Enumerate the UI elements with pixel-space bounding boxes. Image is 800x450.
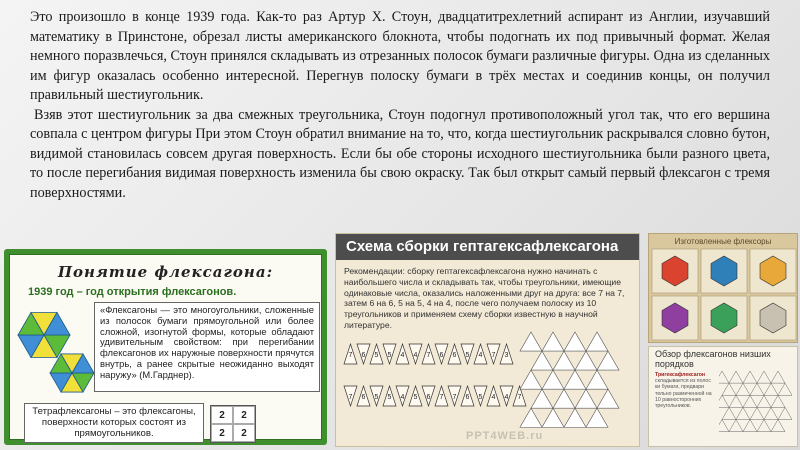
net-triangle: [771, 395, 785, 407]
concept-title: Понятие флексагона:: [57, 263, 274, 281]
strip-label: 3: [504, 352, 509, 359]
tetraflexagon-grid: [210, 405, 256, 443]
net-triangle: [771, 419, 785, 431]
slide-body-text: [30, 8, 770, 203]
net-triangle: [736, 407, 750, 419]
strip-label: 4: [400, 352, 405, 359]
strip-label: 5: [387, 394, 392, 401]
gardner-quote: «Флексагоны — это многоугольники, сложенные из полосок бумаги прямоугольной или более сложной, изогнутой формы, которые обладают удивительным свойством: при перегибании флексагонов их наружные поверхности прячутся внутрь, а ранее скрытые неожиданно выходят наружу» (М.Гарднер).: [94, 302, 320, 392]
strip-label: 4: [478, 352, 483, 359]
strip-label: 7: [452, 394, 457, 401]
strip-label: 5: [374, 352, 379, 359]
review-note: [655, 372, 717, 409]
strip-label: 4: [491, 394, 496, 401]
net-triangle: [586, 408, 608, 427]
strip-label: 7: [491, 352, 496, 359]
strip-label: 6: [452, 352, 457, 359]
net-triangle: [542, 370, 564, 389]
net-triangle: [757, 395, 771, 407]
net-triangle: [531, 351, 553, 370]
net-triangle: [729, 395, 743, 407]
paragraph-discovery: Взяв этот шестиугольник за два смежных треугольника, Стоун подогнул противоположный угол так, что его вершина совпала с центром фигуры При этом Стоун обратил внимание на то, что, когда шестиугольник раскрывался словно бутон, видимой становилась совсем другая поверхность. Если бы обе стороны исходного шестиугольника были разного цвета, то после перегибания видимая поверхность изменила бы свою окраску. Так был открыт самый первый флексагон с тремя поверхностями.: [30, 106, 770, 201]
review-title: Обзор флексагонов низших порядков: [655, 349, 771, 369]
net-triangle: [736, 383, 750, 395]
net-triangle: [764, 383, 778, 395]
net-triangle: [778, 383, 792, 395]
concept-panel: [4, 249, 327, 445]
grid-cell: 2: [212, 425, 232, 441]
strip-label: 7: [517, 394, 522, 401]
scheme-recommendation: Рекомендации: сборку гептагексафлексагона нужно начинать с наибольшего числа и складывать так, чтобы треугольники, имеющие одинаковые числа, оказались наложенными друг на друга: все 7 на 7, затем 6 на 6, 5 на 5, 4 на 4, после чего получаем полоску из 10 треугольников и применяем схему сборки известную в научной литературе.: [344, 266, 625, 330]
strip-label: 7: [426, 352, 431, 359]
strip-label: 5: [478, 394, 483, 401]
grid-cell: 2: [234, 425, 254, 441]
net-triangle: [764, 407, 778, 419]
net-triangle: [719, 419, 729, 431]
net-triangle: [553, 389, 575, 408]
net-triangle: [719, 371, 729, 383]
net-triangle: [750, 407, 764, 419]
strip-label: 6: [465, 394, 470, 401]
grid-cell: 2: [212, 407, 232, 423]
tetraflexagon-definition: Тетрафлексагоны – это флексагоны, поверхности которых состоят из прямоугольников.: [24, 403, 204, 443]
grid-cell: 2: [234, 407, 254, 423]
made-flexagons-title: Изготовленные флексоры: [674, 237, 772, 246]
concept-subtitle: 1939 год – год открытия флексагонов.: [28, 286, 237, 298]
net-triangle: [564, 408, 586, 427]
scheme-title: Схема сборки гептагексафлексагона: [336, 234, 639, 260]
strip-label: 7: [348, 394, 353, 401]
watermark: PPT4WEB.ru: [466, 430, 544, 442]
net-triangle: [542, 408, 564, 427]
net-triangle: [771, 371, 785, 383]
net-triangle: [729, 419, 743, 431]
net-triangle: [757, 419, 771, 431]
strip-label: 6: [361, 352, 366, 359]
review-note-heading: Тригексафлексагон: [655, 372, 706, 378]
strip-label: 4: [413, 352, 418, 359]
strip-label: 6: [361, 394, 366, 401]
net-triangle: [586, 370, 608, 389]
review-panel: [648, 346, 798, 447]
strip-label: 5: [465, 352, 470, 359]
net-triangle: [520, 332, 542, 351]
hexaflexagon-illustration: [14, 299, 98, 399]
strip-label: 5: [387, 352, 392, 359]
net-triangle: [722, 407, 736, 419]
net-triangle: [597, 389, 619, 408]
net-triangle: [719, 395, 729, 407]
strip-label: 7: [348, 352, 353, 359]
net-triangle: [778, 407, 792, 419]
net-triangle: [743, 395, 757, 407]
assembly-diagram: [340, 328, 640, 438]
net-triangle: [575, 389, 597, 408]
strip-label: 6: [439, 352, 444, 359]
net-triangle: [520, 370, 542, 389]
net-triangle: [743, 371, 757, 383]
net-triangle: [531, 389, 553, 408]
net-triangle: [586, 332, 608, 351]
net-triangle: [722, 383, 736, 395]
net-triangle: [520, 408, 542, 427]
net-triangle: [575, 351, 597, 370]
review-note-text: складывается из полос ки бумаги, предвари тельно размеченной на 10 равносторонних треугольников.: [655, 378, 712, 410]
strip-label: 5: [413, 394, 418, 401]
strip-label: 4: [504, 394, 509, 401]
net-triangle: [729, 371, 743, 383]
net-triangle: [564, 370, 586, 389]
strip-label: 4: [400, 394, 405, 401]
concept-panel-inner: [9, 254, 322, 440]
triangle-net-diagram: [719, 369, 795, 445]
strip-label: 6: [426, 394, 431, 401]
net-triangle: [597, 351, 619, 370]
assembly-scheme-panel: [335, 233, 640, 447]
net-triangle: [743, 419, 757, 431]
net-triangle: [750, 383, 764, 395]
strip-label: 5: [374, 394, 379, 401]
flexagon-photos: [651, 248, 797, 342]
net-triangle: [757, 371, 771, 383]
paragraph-history: Это произошло в конце 1939 года. Как-то раз Артур Х. Стоун, двадцатитрехлетний аспирант из Англии, изучавший математику в Принстоне, обрезал листы американского блокнота, чтобы подогнать их под привычный формат. Желая немного поразвлечься, Стоун принялся складывать из отрезанных полосок бумаги различные фигуры. Одна из сделанных им фигур оказалась особенно интересной. Перегнув полоску бумаги в трёх местах и соединив концы, он получил правильный шестиугольник.: [30, 9, 770, 103]
net-triangle: [542, 332, 564, 351]
net-triangle: [553, 351, 575, 370]
made-flexagons-panel: [648, 233, 798, 343]
net-triangle: [564, 332, 586, 351]
strip-label: 7: [439, 394, 444, 401]
